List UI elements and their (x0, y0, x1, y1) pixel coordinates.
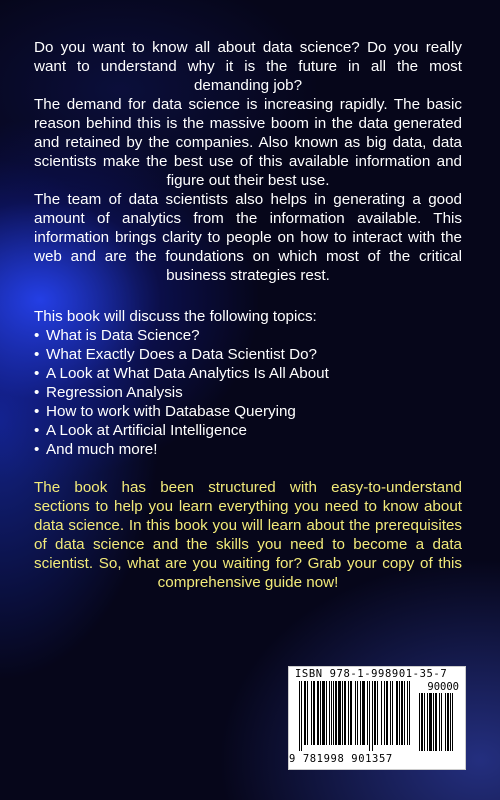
bullet-icon: • (34, 346, 40, 363)
closing-paragraph: The book has been structured with easy-to-understand sections to help you learn everything you need to know about data science. In this book you will learn about the prerequisites of data science and the skills you need to become a data scientist. So, what are you waiting for? Grab your copy of this comprehensive guide now! (34, 479, 462, 591)
list-item: • What is Data Science? (34, 327, 200, 344)
price-code: 90000 (427, 681, 459, 693)
bullet-icon: • (34, 365, 40, 382)
team-paragraph: The team of data scientists also helps in generating a good amount of analytics from the information available. This information brings clarity to people on how to interact with the web and are the foundations on which most of the critical business strategies rest. (34, 191, 462, 284)
list-item: • Regression Analysis (34, 384, 183, 401)
barcode-bars-icon (299, 681, 411, 753)
isbn-barcode (288, 666, 466, 770)
back-cover-text (34, 38, 462, 592)
topics-list (34, 326, 462, 459)
list-item: • How to work with Database Querying (34, 403, 296, 420)
bullet-icon: • (34, 384, 40, 401)
intro-paragraph: Do you want to know all about data science? Do you really want to understand why it is the future in all the most demanding job? (34, 39, 462, 94)
list-item: • And much more! (34, 441, 158, 458)
isbn-label: ISBN 978-1-998901-35-7 (295, 668, 448, 680)
list-item: • A Look at What Data Analytics Is All About (34, 365, 329, 382)
list-item: • What Exactly Does a Data Scientist Do? (34, 346, 317, 363)
bullet-icon: • (34, 441, 40, 458)
bullet-icon: • (34, 422, 40, 439)
bullet-icon: • (34, 403, 40, 420)
barcode-addon-bars-icon (419, 693, 459, 751)
topics-intro: This book will discuss the following topics: (34, 308, 317, 325)
ean-digits: 9 781998 901357 (289, 753, 393, 765)
bullet-icon: • (34, 327, 40, 344)
list-item: • A Look at Artificial Intelligence (34, 422, 247, 439)
demand-paragraph: The demand for data science is increasing rapidly. The basic reason behind this is the massive boom in the data generated and retained by the companies. Also known as big data, data scientists make the best use of this available information and figure out their best use. (34, 96, 462, 189)
